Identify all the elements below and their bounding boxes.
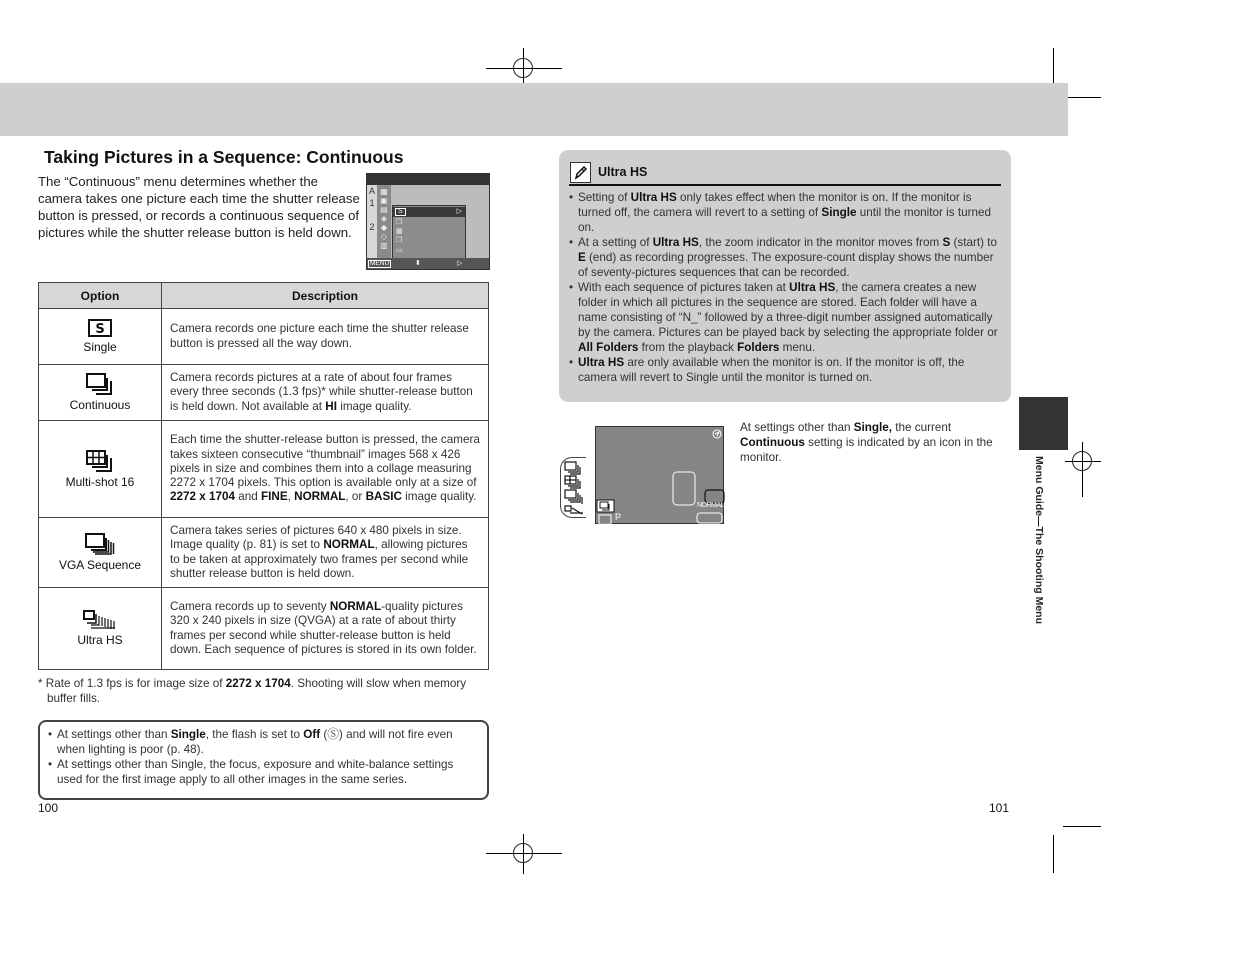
arrow-right-icon: ▷ <box>456 208 462 215</box>
continuous-options-popup <box>392 205 466 259</box>
menu-tab-label: 1 <box>369 198 375 208</box>
bullet-icon: • <box>569 356 574 369</box>
options-table <box>38 282 489 670</box>
menu-row-icon: ▦ <box>380 187 388 196</box>
bullet-icon: • <box>48 728 53 741</box>
menu-screen-bottom-bar <box>367 258 489 269</box>
option-cell <box>39 421 162 518</box>
note-text: At settings other than Single, the focus, exposure and white-balance settings used for the first image apply to all other images in the same series. <box>57 758 454 786</box>
ultra-hs-note-box <box>559 150 1011 402</box>
option-label: Multi-shot 16 <box>65 474 135 489</box>
ultra-hs-bullet <box>569 280 1001 355</box>
table-header-row <box>39 283 489 309</box>
ultra-hs-icon <box>41 610 159 630</box>
note-text: At settings other than Single, the flash is set to Off (Ⓢ) and will not fire even when lighting is poor (p. 48). <box>57 728 453 756</box>
continuous-menu-screen <box>366 173 490 270</box>
description-cell: Camera takes series of pictures 640 x 480 pixels in size. Image quality (p. 81) is set to NORMAL, allowing pictures to be taken at approximately two frames per second while shutter release button is held down. <box>162 518 489 588</box>
option-label: Single <box>83 340 117 354</box>
option-cell <box>39 518 162 588</box>
multi-shot-16-icon: ▦ <box>396 228 403 235</box>
single-frame-icon: S <box>395 208 406 216</box>
svg-text:S: S <box>95 322 105 337</box>
menu-tab-label: A <box>368 186 375 196</box>
bullet-icon: • <box>569 191 574 204</box>
ultra-hs-bullet <box>569 190 1001 235</box>
option-label: Continuous <box>69 398 131 412</box>
menu-icon-column <box>377 185 391 259</box>
menu-row-icon: ▣ <box>380 196 388 205</box>
monitor-caption: At settings other than Single, the current Continuous setting is indicated by an icon in the monitor. <box>740 421 993 464</box>
option-label: VGA Sequence <box>58 558 142 572</box>
bullet-icon: • <box>569 236 574 249</box>
continuous-icon: ❐ <box>396 219 403 226</box>
table-row <box>39 365 489 421</box>
crop-mark <box>1053 48 1054 88</box>
intro-paragraph: The “Continuous” menu determines whether the camera takes one picture each time the shutter release button is pressed, or records a continuous sequence of pictures while the shutter release button is held down. <box>38 174 360 240</box>
menu-button-label: MENU <box>370 260 390 267</box>
single-frame-icon <box>41 319 159 337</box>
header-band <box>0 83 1068 136</box>
crop-mark <box>1053 835 1054 873</box>
vga-sequence-icon <box>41 533 159 555</box>
monitor-display <box>595 426 724 524</box>
menu-row-icon: ▥ <box>380 241 388 250</box>
bullet-text: Setting of Ultra HS only takes effect when the monitor is on. If the monitor is turned off, the camera will revert to a setting of Single until the monitor is turned on. <box>578 191 991 234</box>
ultra-hs-title: Ultra HS <box>598 165 648 179</box>
footnote: * Rate of 1.3 fps is for image size of 2272 x 1704. Shooting will slow when memory buffer fills. <box>38 677 467 705</box>
vga-sequence-icon: ❐ <box>396 237 403 244</box>
table-row <box>39 518 489 588</box>
side-label-text: Menu Guide—The Shooting Menu <box>1033 456 1045 624</box>
option-label: Ultra HS <box>77 633 123 647</box>
section-tab <box>1019 397 1068 450</box>
page-number-left: 100 <box>38 801 59 815</box>
description-cell: Each time the shutter-release button is pressed, the camera takes sixteen consecutive “thumbnail” images 568 x 426 pixels in size and combines them into a collage measuring 2272 x 1704 pixels. This option is available only at a size of 2272 x 1704 and FINE, NORMAL, or BASIC image quality. <box>162 421 489 518</box>
table-row <box>39 421 489 518</box>
page-title: Taking Pictures in a Sequence: Continuous <box>44 147 404 167</box>
menu-screen-title-bar <box>367 174 489 185</box>
note-bullet <box>48 757 473 787</box>
crop-mark <box>1063 826 1101 827</box>
registration-mark-icon <box>1072 451 1092 471</box>
menu-row-icon: ◇ <box>380 232 388 241</box>
note-bullet <box>48 727 473 757</box>
ultra-hs-bullet <box>569 235 1001 280</box>
menu-row-icon: ▤ <box>380 205 388 214</box>
column-header-option: Option <box>39 283 162 309</box>
bullet-icon: • <box>48 758 53 771</box>
menu-row-icon: ◈ <box>380 214 388 223</box>
description-cell: Camera records up to seventy NORMAL-quality pictures 320 x 240 pixels in size (QVGA) at a rate of about thirty frames per second while shutter-release button is held down. Each sequence of pictures is stored in its own folder. <box>162 588 489 670</box>
bullet-icon: • <box>569 281 574 294</box>
selected-option-row <box>393 207 465 217</box>
bullet-text: With each sequence of pictures taken at Ultra HS, the camera creates a new folder in which all pictures in the sequence are stored. Each folder will have a name consisting of “N_” followed by a three-digit number assigned automatically by the camera. Pictures can be played back by selecting the appropriate folder or All Folders from the playback Folders menu. <box>578 281 998 354</box>
ultra-hs-icon: ▭ <box>396 247 403 254</box>
menu-row-icon: ◆ <box>380 223 388 232</box>
shooting-mode-label: P <box>615 512 622 522</box>
table-row <box>39 588 489 670</box>
continuous-icon <box>41 373 159 395</box>
side-label <box>1031 456 1045 626</box>
arrow-right-icon: ▷ <box>457 260 463 267</box>
menu-screen-left-column <box>367 185 377 259</box>
bullet-text: Ultra HS are only available when the monitor is on. If the monitor is off, the camera will revert to Single until the monitor is turned on. <box>578 356 965 384</box>
page-number-right: 101 <box>989 801 1010 815</box>
menu-tab-label: 2 <box>369 222 375 232</box>
description-cell: Camera records pictures at a rate of about four frames every three seconds (1.3 fps)* while shutter-release button is held down. Not available at HI image quality. <box>162 365 489 421</box>
pencil-icon <box>570 162 591 183</box>
option-cell <box>39 588 162 670</box>
crop-mark <box>1063 97 1101 98</box>
image-quality-label: NORMAL <box>697 502 724 509</box>
multi-shot-16-icon <box>41 450 159 472</box>
continuous-icons-callout <box>560 457 586 518</box>
notes-box <box>38 720 489 800</box>
up-down-arrows-icon: ⬍ <box>415 260 421 267</box>
registration-mark-icon <box>513 58 533 78</box>
description-cell: Camera records one picture each time the shutter release button is pressed all the way down. <box>162 309 489 365</box>
option-cell <box>39 365 162 421</box>
table-row <box>39 309 489 365</box>
option-cell <box>39 309 162 365</box>
ultra-hs-bullet <box>569 355 1001 385</box>
ultra-hs-header <box>569 160 1001 186</box>
bullet-text: At a setting of Ultra HS, the zoom indicator in the monitor moves from S (start) to E (end) as recording progresses. The exposure-count display shows the number of seventy-pictures sequences that can be recorded. <box>578 236 997 279</box>
column-header-description: Description <box>162 283 489 309</box>
registration-mark-icon <box>513 843 533 863</box>
